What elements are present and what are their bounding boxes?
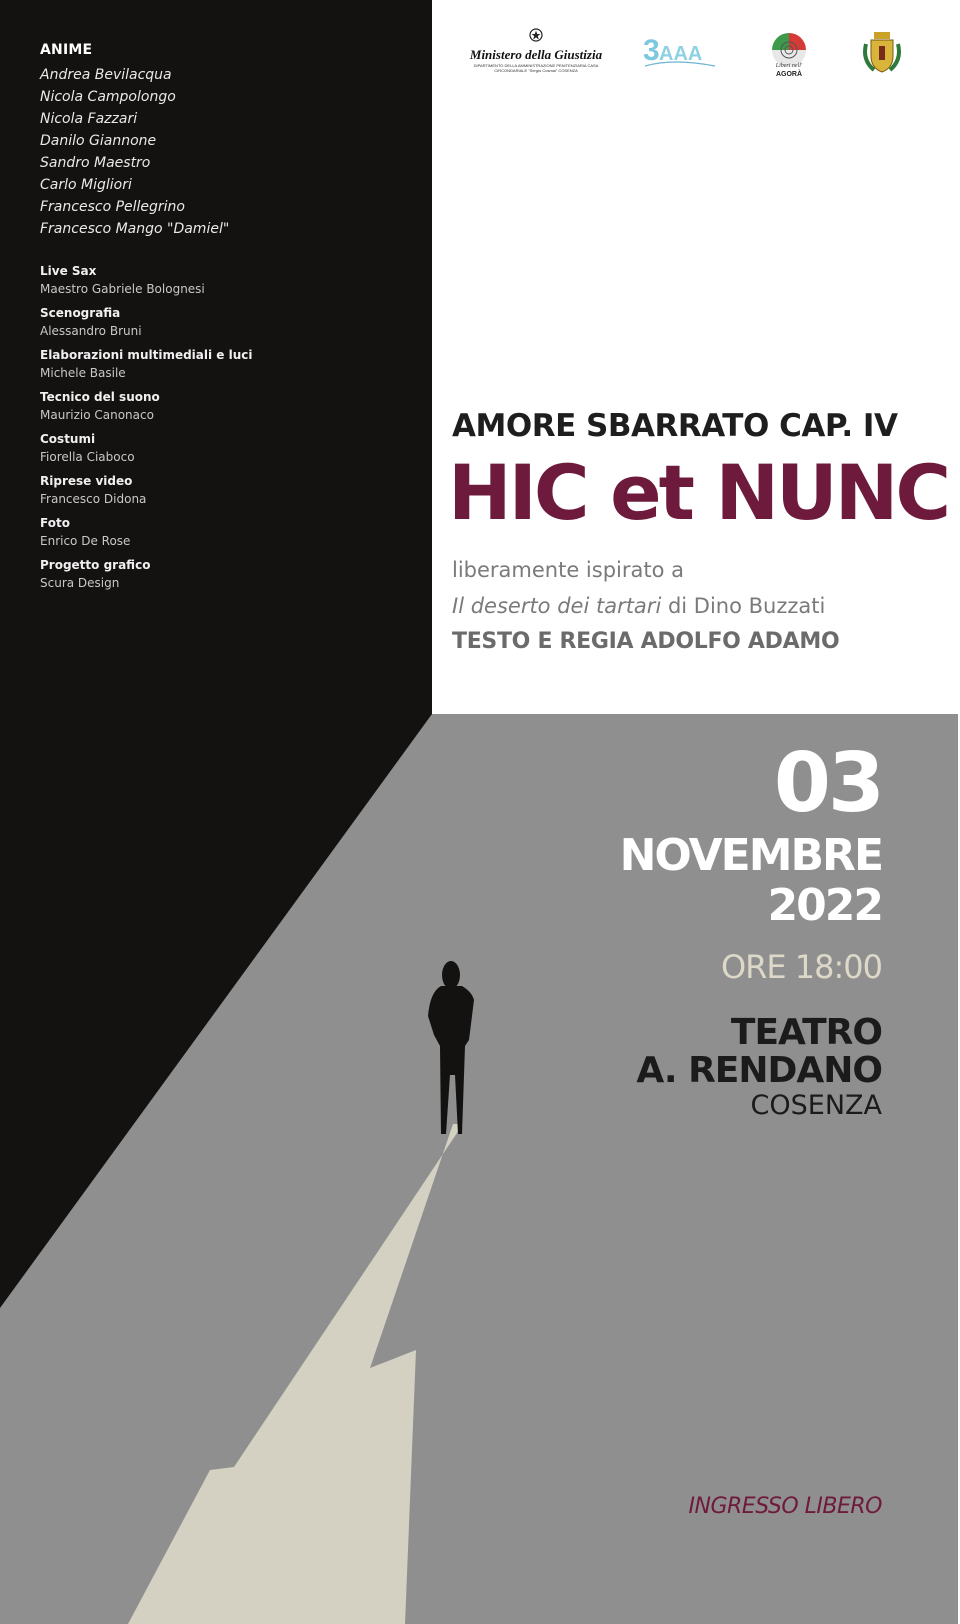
emblem-icon: [529, 28, 543, 42]
crew-role-title: Tecnico del suono: [40, 390, 160, 404]
source-work-line: [452, 594, 825, 618]
crew-role: [40, 472, 400, 508]
ministero-logo: [466, 28, 606, 73]
aaa-logo: [643, 32, 717, 72]
cast-list: [40, 64, 400, 240]
crew-role-person: Scura Design: [40, 576, 120, 590]
crew-role: [40, 304, 400, 340]
show-subtitle: AMORE SBARRATO CAP. IV: [452, 408, 898, 444]
cast-member: Sandro Maestro: [40, 155, 151, 171]
cast-title: ANIME: [40, 42, 93, 58]
crew-role-person: Fiorella Ciaboco: [40, 450, 135, 464]
crew-role-title: Live Sax: [40, 264, 97, 278]
crew-role-person: Michele Basile: [40, 366, 126, 380]
crew-role: [40, 514, 400, 550]
source-work-title: Il deserto dei tartari: [452, 594, 662, 618]
director-credit: TESTO E REGIA ADOLFO ADAMO: [452, 629, 840, 654]
crew-role: [40, 430, 400, 466]
cast-member: Andrea Bevilacqua: [40, 67, 172, 83]
crew-role-person: Francesco Didona: [40, 492, 147, 506]
cast-member: Nicola Campolongo: [40, 89, 176, 105]
agora-label: AGORÀ: [775, 71, 803, 78]
crew-role-person: Alessandro Bruni: [40, 324, 142, 338]
event-month: NOVEMBRE: [619, 830, 882, 881]
source-work-author: di Dino Buzzati: [661, 594, 826, 618]
cast-member: Francesco Mango "Damiel": [40, 221, 230, 237]
crew-role: [40, 556, 400, 592]
coat-of-arms-icon: [860, 30, 904, 78]
crew-role-title: Elaborazioni multimediali e luci: [40, 348, 253, 362]
venue-name-line2: A. RENDANO: [636, 1050, 882, 1091]
entry-note: INGRESSO LIBERO: [688, 1494, 882, 1519]
crew-role-person: Enrico De Rose: [40, 534, 131, 548]
agora-logo: [767, 32, 811, 80]
crew-role: [40, 346, 400, 382]
svg-text:AAA: AAA: [659, 43, 703, 65]
venue-name-line1: TEATRO: [730, 1012, 882, 1053]
crew-role-title: Scenografia: [40, 306, 121, 320]
crew-role-title: Foto: [40, 516, 70, 530]
crew-role: [40, 262, 400, 298]
event-year: 2022: [767, 880, 882, 931]
ministero-subtext: DIPARTIMENTO DELLA AMMINISTRAZIONE PENITENZIARIA CASA CIRCONDARIALE "Sergio Cosmai" COSENZA: [473, 63, 599, 73]
show-title: HIC et NUNC: [448, 448, 949, 537]
event-day: 03: [773, 736, 882, 831]
event-time: ORE 18:00: [720, 948, 882, 986]
cast-member: Nicola Fazzari: [40, 111, 138, 127]
agora-subtext: Liberi nell': [775, 63, 803, 69]
crew-role-title: Riprese video: [40, 474, 133, 488]
credits-column: [40, 42, 400, 598]
cast-member: Danilo Giannone: [40, 133, 157, 149]
cast-member: Carlo Migliori: [40, 177, 132, 193]
ministero-name: Ministero della Giustizia: [469, 47, 603, 62]
venue-city: COSENZA: [750, 1090, 882, 1121]
crew-role-person: Maestro Gabriele Bolognesi: [40, 282, 205, 296]
crew-role: [40, 388, 400, 424]
crew-role-title: Costumi: [40, 432, 96, 446]
crew-list: [40, 262, 400, 592]
crew-role-person: Maurizio Canonaco: [40, 408, 154, 422]
aaa-logo-icon: [643, 32, 717, 72]
crew-role-title: Progetto grafico: [40, 558, 151, 572]
cast-member: Francesco Pellegrino: [40, 199, 185, 215]
svg-text:3: 3: [643, 34, 660, 67]
inspiration-line: liberamente ispirato a: [452, 558, 685, 582]
coat-of-arms-logo: [860, 30, 904, 78]
agora-logo-icon: [767, 32, 811, 80]
